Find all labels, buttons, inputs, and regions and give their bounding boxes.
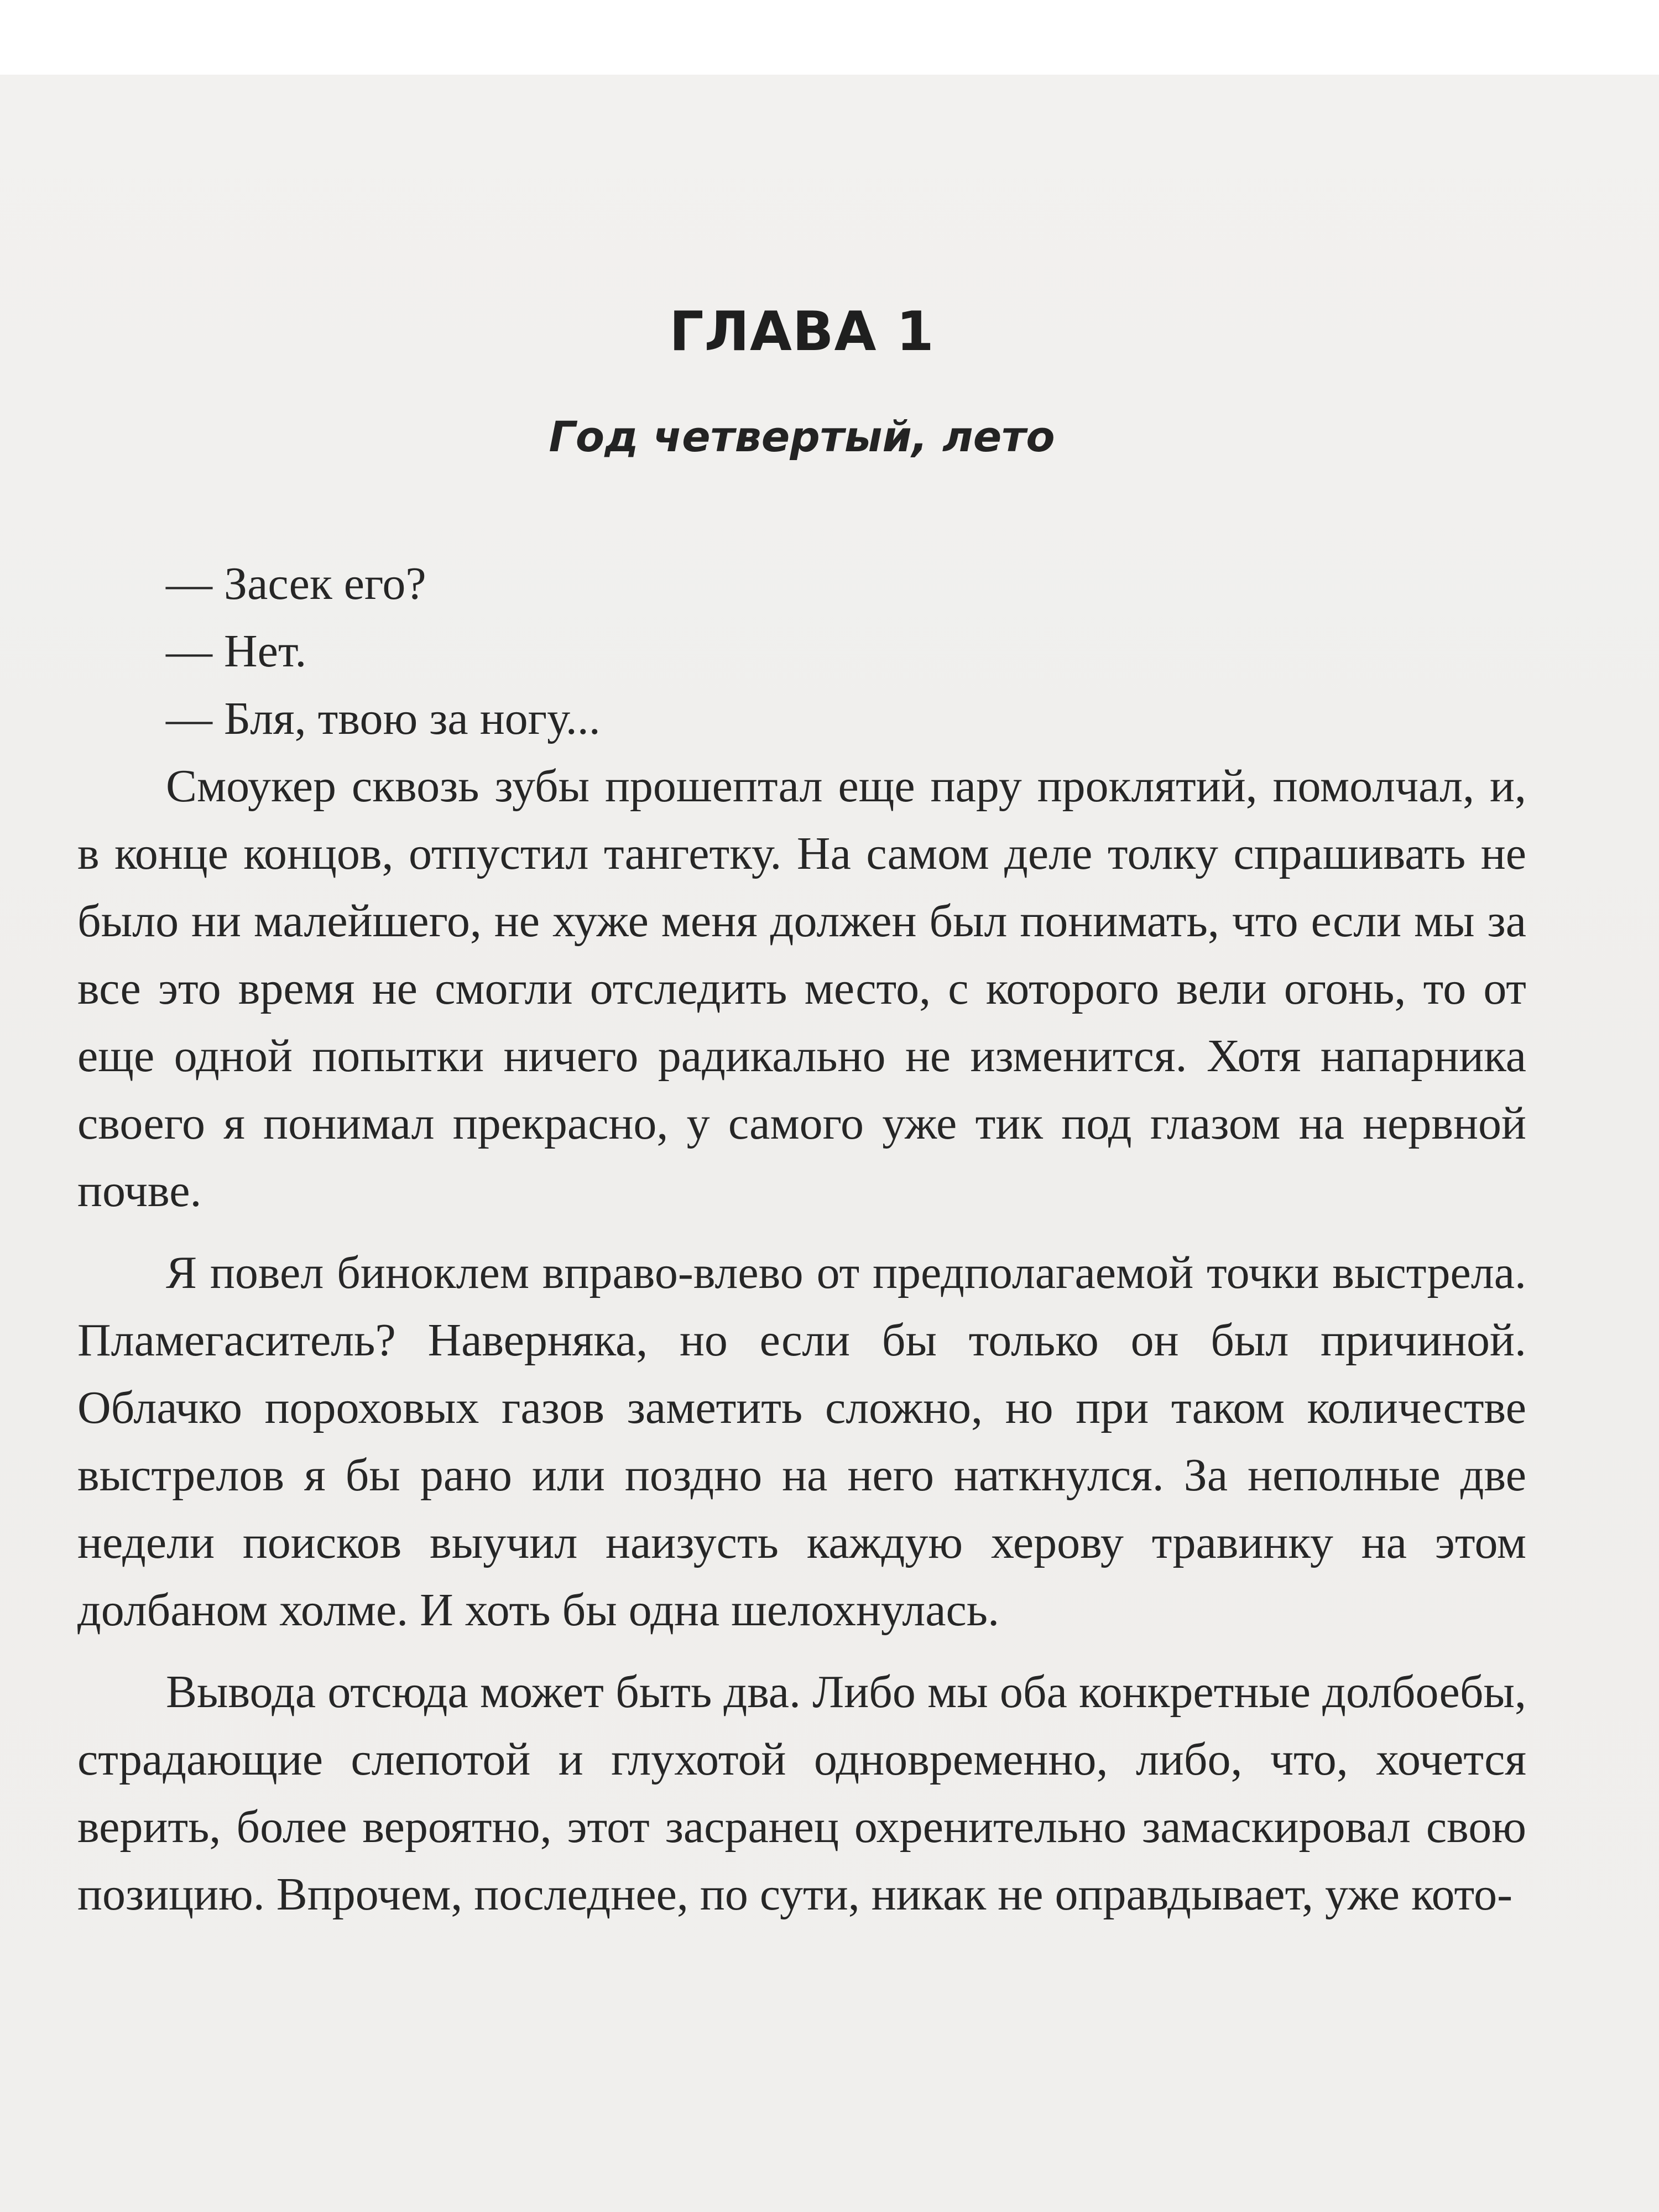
paragraph: Я повел биноклем вправо-влево от предполагаемой точки выстрела. Пламегаситель? Наверняка, но если бы только он был причиной. Облачко пороховых газов заметить сложно, но при таком количестве выстрелов я бы рано или поздно на него наткнулся. За неполные две недели поисков выучил наизусть каждую херову травинку на этом долбаном холме. И хоть бы одна шелохнулась. bbox=[77, 1247, 1526, 1636]
book-page bbox=[0, 75, 1659, 2212]
dialogue-line: — Бля, твою за ногу... bbox=[166, 693, 601, 744]
paragraph: Вывода отсюда может быть два. Либо мы оба конкретные долбоебы, страдающие слепотой и глухотой одновременно, либо, что, хочется верить, более вероятно, этот засранец охренительно замаскировал свою позицию. Впрочем, последнее, по сути, никак не оправдывает, уже кото- bbox=[77, 1666, 1526, 1920]
paragraph: Смоукер сквозь зубы прошептал еще пару проклятий, помолчал, и, в конце концов, отпустил тангетку. На самом деле толку спрашивать не было ни малейшего, не хуже меня должен был понимать, что если мы за все это время не смогли отследить место, с которого вели огонь, то от еще одной попытки ничего радикально не изменится. Хотя напарника своего я понимал прекрасно, у самого уже тик под глазом на нервной почве. bbox=[77, 760, 1526, 1217]
body-text bbox=[77, 753, 1526, 1928]
dialogue-block bbox=[77, 550, 1526, 753]
dialogue-line: — Засек его? bbox=[166, 558, 426, 609]
chapter-title: ГЛАВА 1 bbox=[669, 300, 935, 363]
top-margin bbox=[0, 0, 1659, 75]
chapter-subtitle: Год четвертый, лето bbox=[549, 412, 1055, 461]
dialogue-line: — Нет. bbox=[166, 625, 307, 677]
page-text bbox=[77, 218, 1526, 1928]
